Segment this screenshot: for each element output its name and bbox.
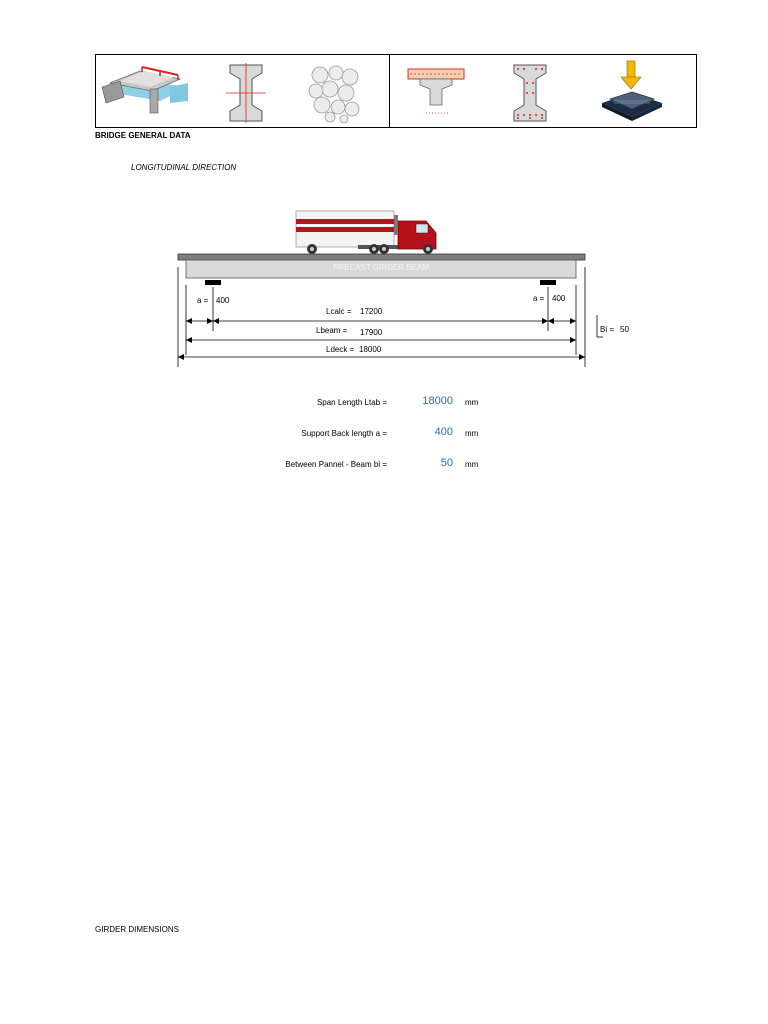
diagram-drawing <box>170 205 650 375</box>
girder-dimensions-title: GIRDER DIMENSIONS <box>95 925 180 934</box>
lcalc-value: 17200 <box>360 307 383 316</box>
bi-value: 50 <box>620 325 629 334</box>
param-row-between-panel-beam <box>0 458 768 472</box>
header-icon-strip <box>95 54 697 128</box>
bearing-left <box>205 280 221 285</box>
param-label: Span Length Ltab = <box>316 398 387 407</box>
param-value[interactable]: 18000 <box>422 395 453 407</box>
ldeck-value: 18000 <box>359 345 382 354</box>
a-right-value: 400 <box>552 294 566 303</box>
param-unit: mm <box>465 398 479 407</box>
bi-label: Bi = <box>600 325 615 334</box>
deck-slab <box>178 254 585 260</box>
bridge-icon <box>100 61 190 121</box>
subtitle: LONGITUDINAL DIRECTION <box>131 163 237 172</box>
a-left-value: 400 <box>216 296 230 305</box>
param-unit: mm <box>465 429 479 438</box>
aggregate-icon <box>308 65 362 123</box>
lcalc-label: Lcalc = <box>326 307 352 316</box>
beam-label: PRECAST GIRDER BEAM <box>333 263 429 272</box>
bearing-right <box>540 280 556 285</box>
param-value[interactable]: 400 <box>434 426 453 438</box>
i-girder-section-icon <box>226 63 270 123</box>
param-unit: mm <box>465 460 479 469</box>
deck-girder-section-icon <box>406 65 468 121</box>
reinforced-girder-icon <box>510 63 554 123</box>
header-divider <box>389 55 390 127</box>
param-value[interactable]: 50 <box>440 457 453 469</box>
truck-icon <box>296 211 436 254</box>
a-right-label: a = <box>533 294 545 303</box>
param-label: Between Pannel - Beam bi = <box>285 460 387 469</box>
a-left-label: a = <box>197 296 209 305</box>
lbeam-label: Lbeam = <box>316 326 348 335</box>
bearing-pad-icon <box>596 59 666 123</box>
ldeck-label: Ldeck = <box>326 345 355 354</box>
param-label: Support Back length a = <box>301 429 387 438</box>
param-row-support-back-length <box>0 427 768 441</box>
section-title: BRIDGE GENERAL DATA <box>95 131 191 140</box>
param-row-span-length <box>0 396 768 410</box>
lbeam-value: 17900 <box>360 328 383 337</box>
